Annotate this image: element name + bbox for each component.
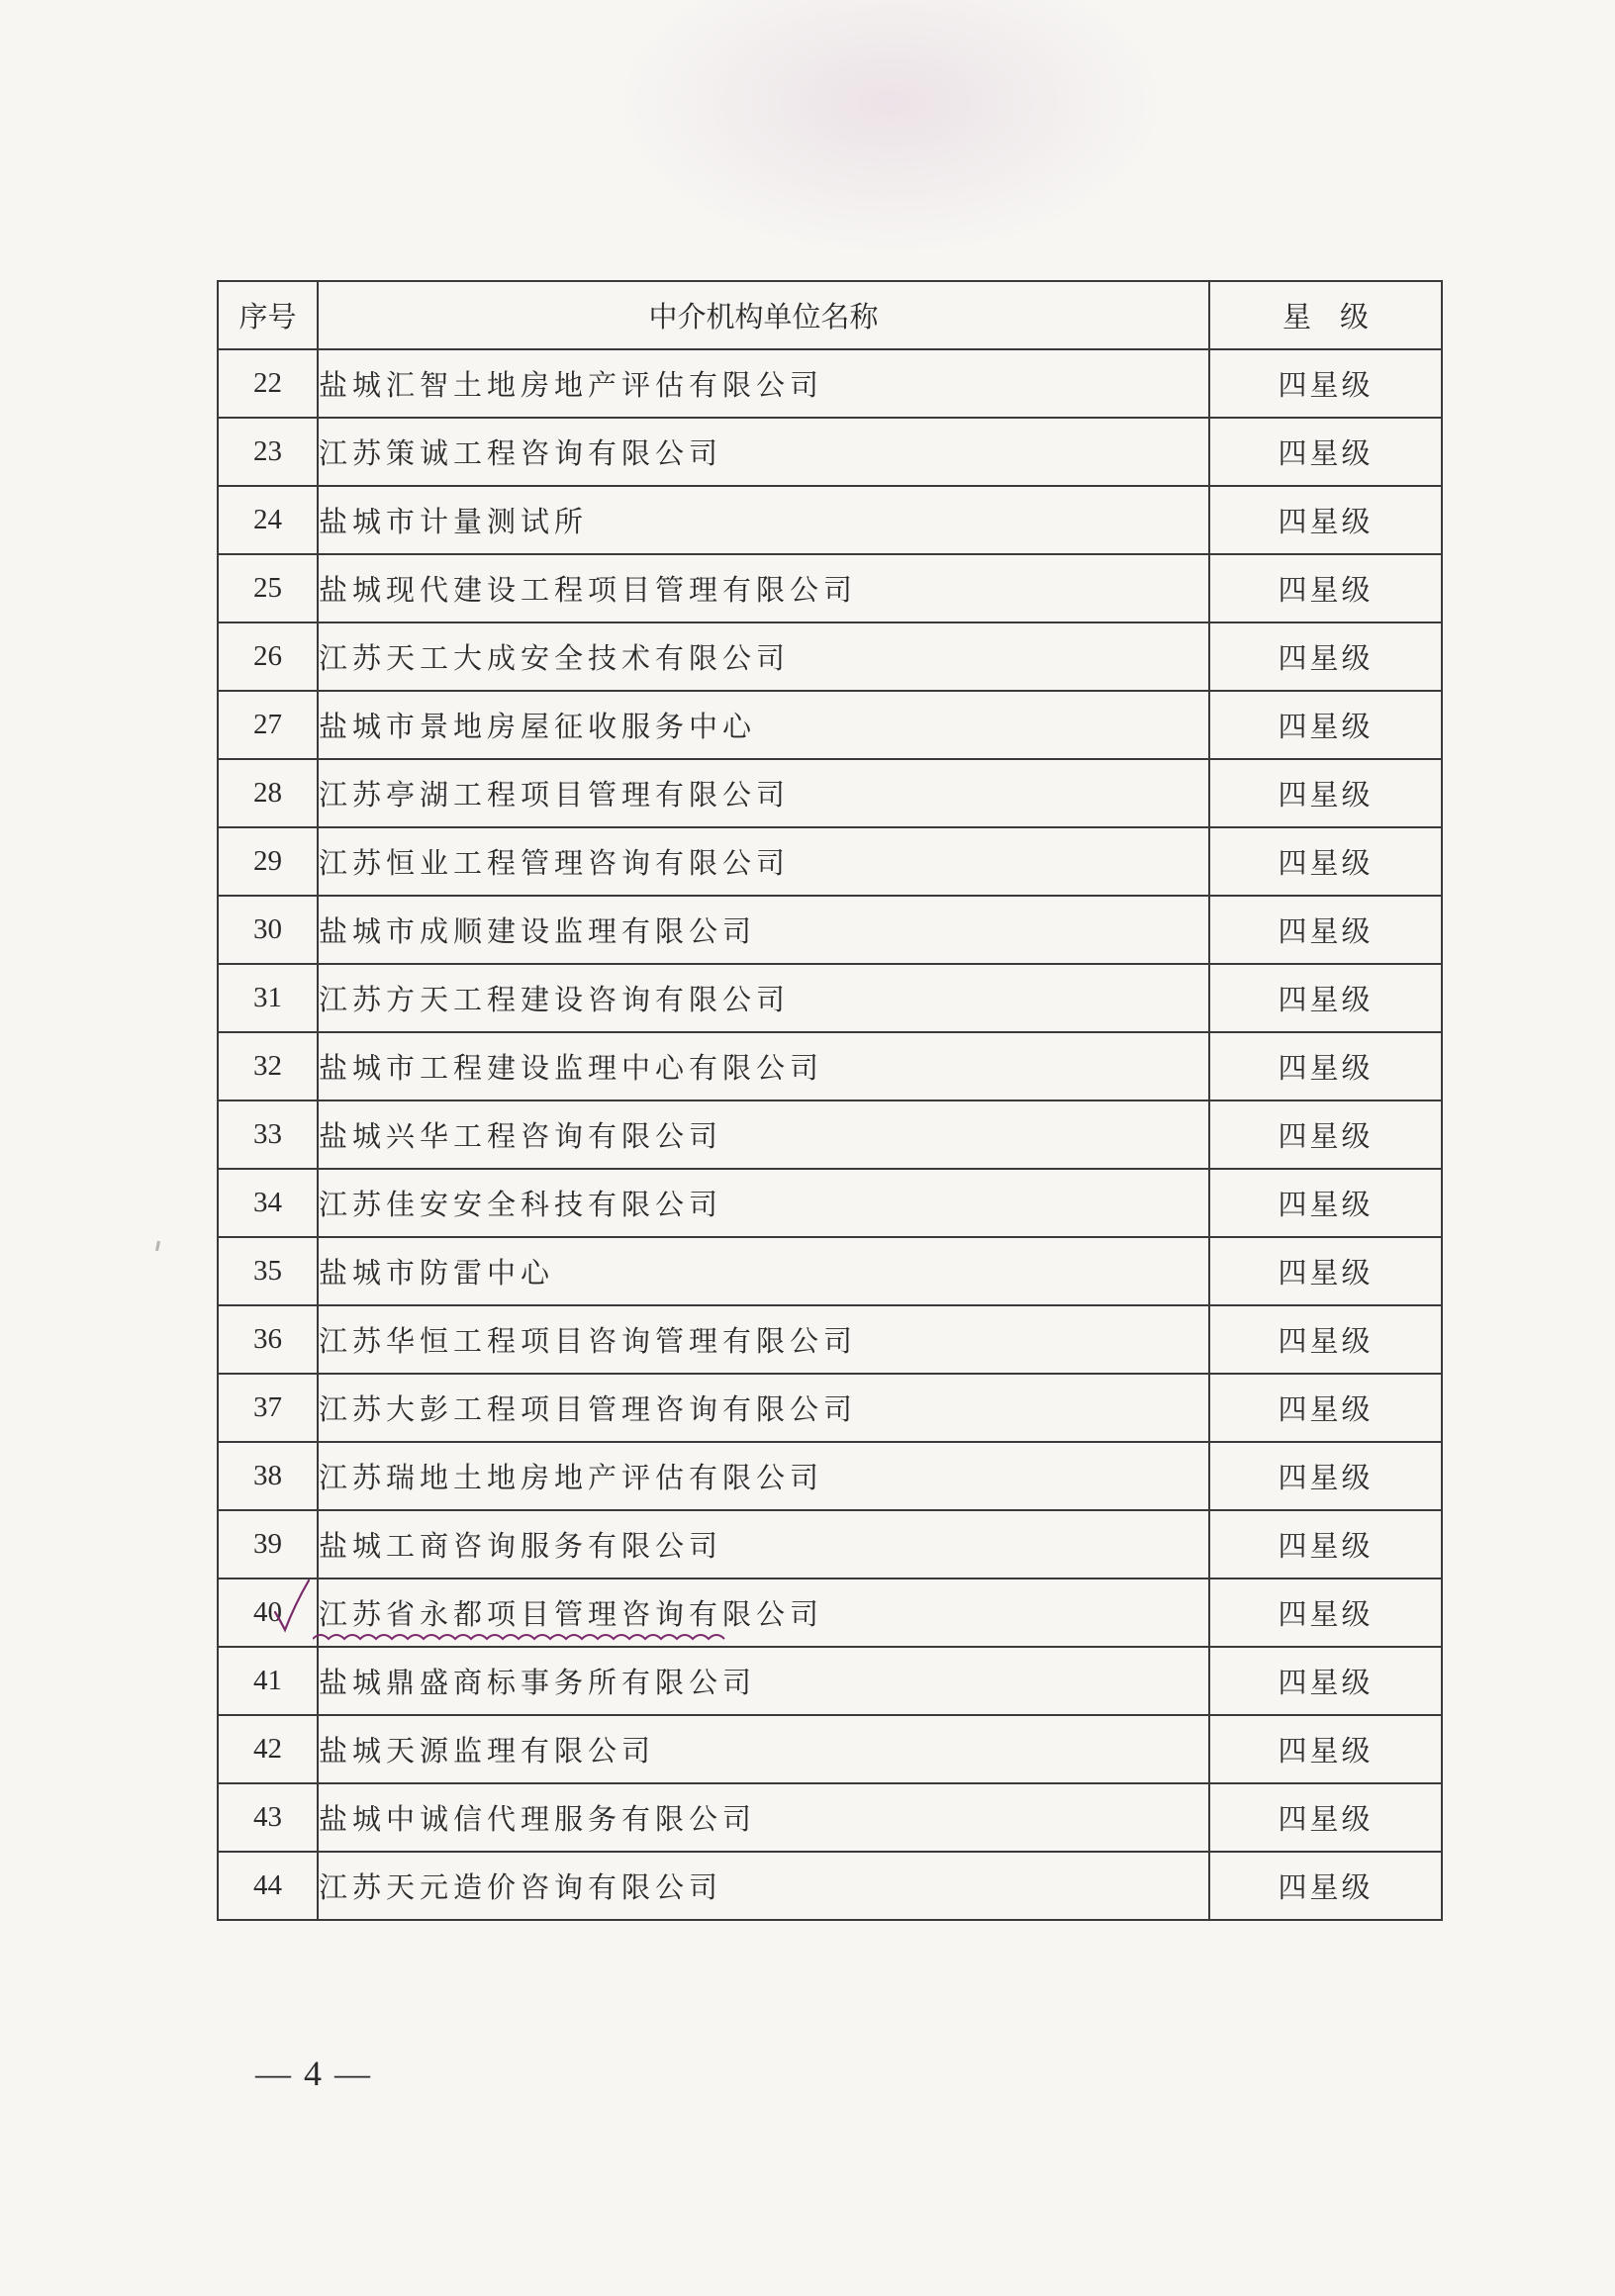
table-row xyxy=(218,1510,1442,1578)
star-rating: 四星级 xyxy=(1209,1647,1442,1715)
row-number: 36 xyxy=(218,1305,318,1374)
star-rating: 四星级 xyxy=(1209,1032,1442,1100)
row-number: 39 xyxy=(218,1510,318,1578)
agency-name: 江苏大彭工程项目管理咨询有限公司 xyxy=(318,1374,1209,1442)
agency-name: 盐城市景地房屋征收服务中心 xyxy=(318,691,1209,759)
star-rating: 四星级 xyxy=(1209,1783,1442,1852)
table-row xyxy=(218,1442,1442,1510)
agency-name: 江苏亭湖工程项目管理有限公司 xyxy=(318,759,1209,827)
agency-name: 江苏华恒工程项目咨询管理有限公司 xyxy=(318,1305,1209,1374)
table-row xyxy=(218,1647,1442,1715)
table-row xyxy=(218,691,1442,759)
scan-sheen xyxy=(614,0,1168,257)
agency-name: 盐城工商咨询服务有限公司 xyxy=(318,1510,1209,1578)
star-rating: 四星级 xyxy=(1209,1374,1442,1442)
table-row xyxy=(218,896,1442,964)
checkmark-icon xyxy=(273,1578,311,1634)
star-rating: 四星级 xyxy=(1209,622,1442,691)
page-number: — 4 — xyxy=(255,2054,372,2093)
row-number: 43 xyxy=(218,1783,318,1852)
row-number-value: 40 xyxy=(253,1596,282,1628)
scan-speck xyxy=(155,1241,160,1251)
table-row xyxy=(218,349,1442,418)
row-number: 32 xyxy=(218,1032,318,1100)
row-number: 42 xyxy=(218,1715,318,1783)
agency-name: 江苏瑞地土地房地产评估有限公司 xyxy=(318,1442,1209,1510)
table-row xyxy=(218,1715,1442,1783)
table-row xyxy=(218,1237,1442,1305)
agency-name xyxy=(318,1578,1209,1647)
star-rating: 四星级 xyxy=(1209,349,1442,418)
star-rating: 四星级 xyxy=(1209,1305,1442,1374)
table-row xyxy=(218,486,1442,554)
star-rating: 四星级 xyxy=(1209,554,1442,622)
agency-name: 盐城市计量测试所 xyxy=(318,486,1209,554)
table-row xyxy=(218,1852,1442,1920)
row-number: 25 xyxy=(218,554,318,622)
star-rating: 四星级 xyxy=(1209,964,1442,1032)
star-rating: 四星级 xyxy=(1209,418,1442,486)
agency-name: 江苏天工大成安全技术有限公司 xyxy=(318,622,1209,691)
agency-name: 江苏方天工程建设咨询有限公司 xyxy=(318,964,1209,1032)
star-rating: 四星级 xyxy=(1209,486,1442,554)
row-number: 24 xyxy=(218,486,318,554)
star-rating: 四星级 xyxy=(1209,1852,1442,1920)
table-row xyxy=(218,418,1442,486)
agency-name: 盐城天源监理有限公司 xyxy=(318,1715,1209,1783)
row-number: 31 xyxy=(218,964,318,1032)
header-rating: 星 级 xyxy=(1209,281,1442,349)
table-row xyxy=(218,1305,1442,1374)
row-number: 22 xyxy=(218,349,318,418)
agency-name: 江苏恒业工程管理咨询有限公司 xyxy=(318,827,1209,896)
agency-name: 盐城现代建设工程项目管理有限公司 xyxy=(318,554,1209,622)
star-rating: 四星级 xyxy=(1209,1578,1442,1647)
star-rating: 四星级 xyxy=(1209,1237,1442,1305)
row-number: 29 xyxy=(218,827,318,896)
agency-name: 盐城鼎盛商标事务所有限公司 xyxy=(318,1647,1209,1715)
star-rating: 四星级 xyxy=(1209,691,1442,759)
agency-name-text: 江苏省永都项目管理咨询有限公司 xyxy=(319,1597,824,1631)
agency-name: 盐城汇智土地房地产评估有限公司 xyxy=(318,349,1209,418)
row-number: 30 xyxy=(218,896,318,964)
agency-name: 盐城市防雷中心 xyxy=(318,1237,1209,1305)
table-row xyxy=(218,1578,1442,1647)
underlined-agency-name xyxy=(319,1592,823,1633)
table-row xyxy=(218,1032,1442,1100)
agency-name: 江苏天元造价咨询有限公司 xyxy=(318,1852,1209,1920)
row-number xyxy=(218,1578,318,1647)
star-rating: 四星级 xyxy=(1209,1169,1442,1237)
row-number: 26 xyxy=(218,622,318,691)
table-row xyxy=(218,964,1442,1032)
table-row xyxy=(218,1783,1442,1852)
row-number: 44 xyxy=(218,1852,318,1920)
row-number-text xyxy=(253,1596,282,1629)
row-number: 35 xyxy=(218,1237,318,1305)
row-number: 34 xyxy=(218,1169,318,1237)
header-number: 序号 xyxy=(218,281,318,349)
table-row xyxy=(218,759,1442,827)
table-row xyxy=(218,827,1442,896)
row-number: 41 xyxy=(218,1647,318,1715)
star-rating: 四星级 xyxy=(1209,1100,1442,1169)
table-row xyxy=(218,1100,1442,1169)
agency-name: 江苏策诚工程咨询有限公司 xyxy=(318,418,1209,486)
agency-name: 盐城市成顺建设监理有限公司 xyxy=(318,896,1209,964)
row-number: 27 xyxy=(218,691,318,759)
wavy-underline xyxy=(313,1631,738,1647)
header-name: 中介机构单位名称 xyxy=(318,281,1209,349)
agency-name: 盐城兴华工程咨询有限公司 xyxy=(318,1100,1209,1169)
table-row xyxy=(218,554,1442,622)
table-body xyxy=(218,349,1442,1920)
star-rating: 四星级 xyxy=(1209,827,1442,896)
agency-name: 盐城中诚信代理服务有限公司 xyxy=(318,1783,1209,1852)
star-rating: 四星级 xyxy=(1209,1442,1442,1510)
row-number: 23 xyxy=(218,418,318,486)
row-number: 38 xyxy=(218,1442,318,1510)
star-rating: 四星级 xyxy=(1209,1510,1442,1578)
row-number: 33 xyxy=(218,1100,318,1169)
star-rating: 四星级 xyxy=(1209,1715,1442,1783)
agency-name: 盐城市工程建设监理中心有限公司 xyxy=(318,1032,1209,1100)
table-row xyxy=(218,622,1442,691)
table-row xyxy=(218,1169,1442,1237)
star-rating: 四星级 xyxy=(1209,896,1442,964)
row-number: 28 xyxy=(218,759,318,827)
table-header-row xyxy=(218,281,1442,349)
star-rating: 四星级 xyxy=(1209,759,1442,827)
agency-name: 江苏佳安安全科技有限公司 xyxy=(318,1169,1209,1237)
agency-rating-table xyxy=(217,280,1443,1921)
row-number: 37 xyxy=(218,1374,318,1442)
table-row xyxy=(218,1374,1442,1442)
